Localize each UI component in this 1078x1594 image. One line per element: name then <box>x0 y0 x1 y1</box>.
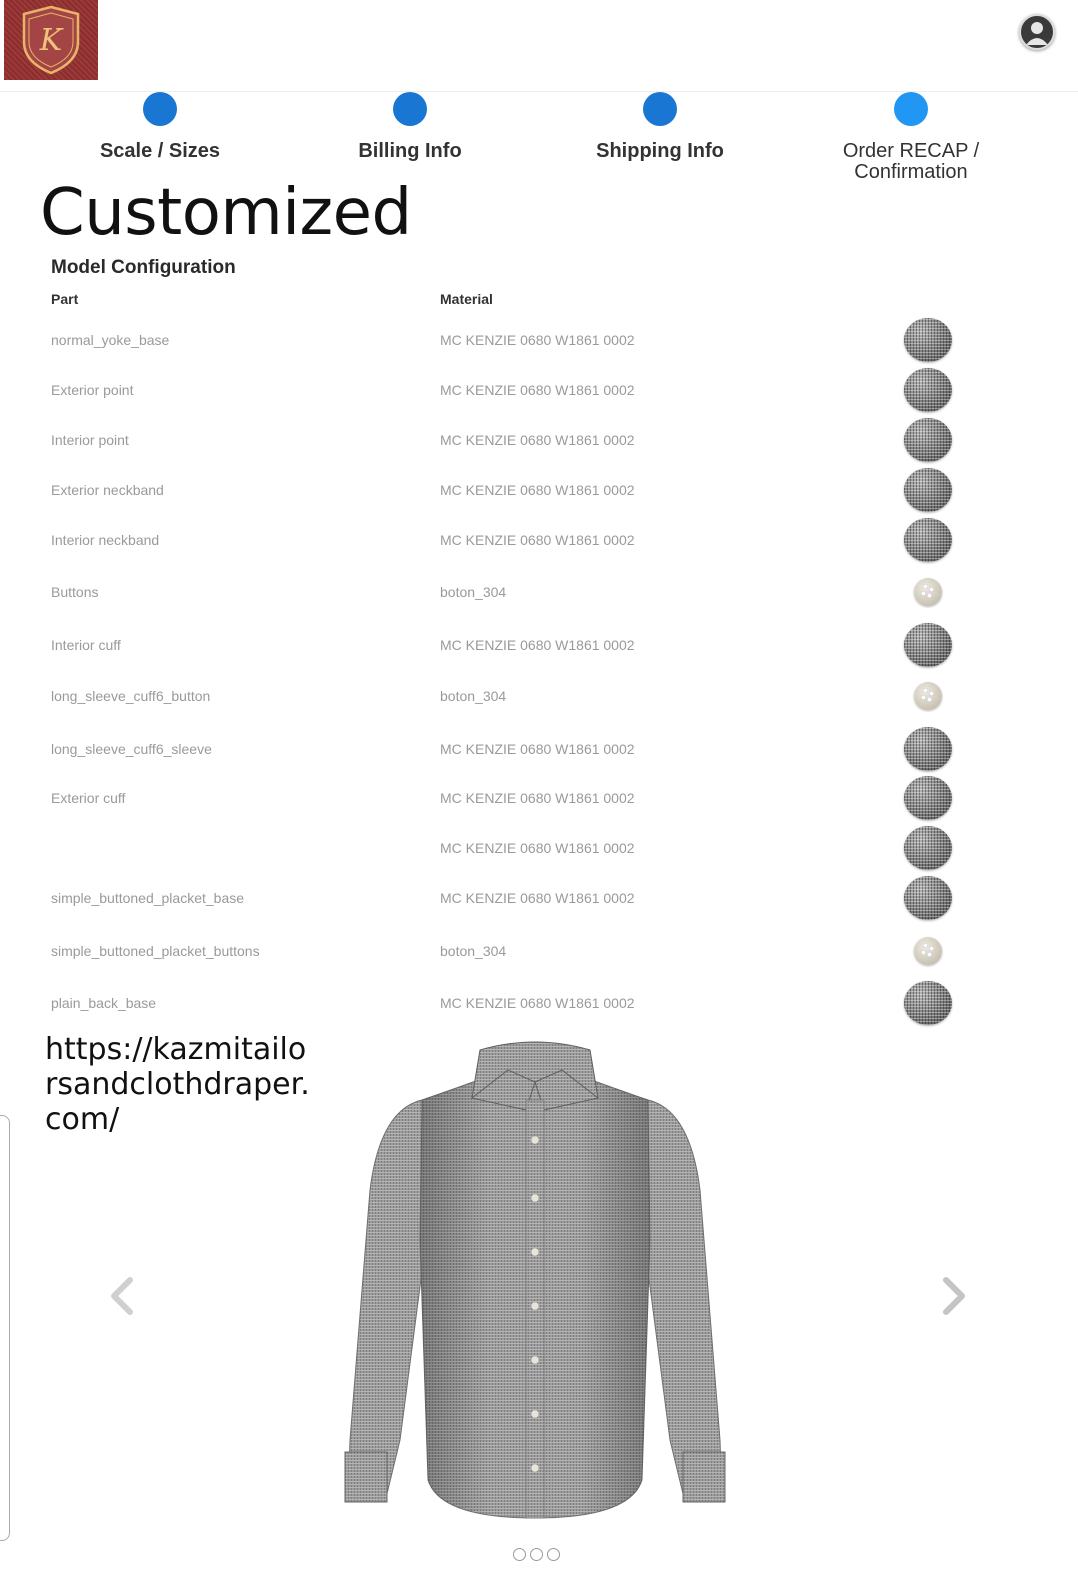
part-name: Exterior neckband <box>51 482 164 498</box>
material-name: MC KENZIE 0680 W1861 0002 <box>440 790 635 806</box>
table-row <box>0 623 1078 667</box>
user-avatar-icon[interactable] <box>1019 14 1055 50</box>
material-name: MC KENZIE 0680 W1861 0002 <box>440 432 635 448</box>
part-name: long_sleeve_cuff6_sleeve <box>51 741 212 757</box>
fabric-swatch-icon[interactable] <box>904 727 952 771</box>
material-name: MC KENZIE 0680 W1861 0002 <box>440 637 635 653</box>
carousel-dot[interactable] <box>547 1548 560 1561</box>
table-row <box>0 418 1078 462</box>
part-name: long_sleeve_cuff6_button <box>51 688 211 704</box>
step-scale-sizes[interactable] <box>50 92 270 162</box>
part-name: simple_buttoned_placket_buttons <box>51 943 260 959</box>
part-name: plain_back_base <box>51 995 157 1011</box>
material-name: MC KENZIE 0680 W1861 0002 <box>440 995 635 1011</box>
part-name: Interior point <box>51 432 129 448</box>
section-title: Model Configuration <box>51 257 236 278</box>
carousel-dot[interactable] <box>530 1548 543 1561</box>
material-name: boton_304 <box>440 584 507 600</box>
top-bar <box>0 0 1078 92</box>
fabric-swatch-icon[interactable] <box>904 468 952 512</box>
button-swatch-icon[interactable] <box>914 578 942 606</box>
material-name: MC KENZIE 0680 W1861 0002 <box>440 382 635 398</box>
table-row <box>0 776 1078 820</box>
part-name: normal_yoke_base <box>51 332 170 348</box>
table-row <box>0 570 1078 614</box>
watermark-url: https://kazmitailorsandclothdraper.com/ <box>45 1032 310 1137</box>
table-row <box>0 368 1078 412</box>
fabric-swatch-icon[interactable] <box>904 826 952 870</box>
carousel-indicators <box>513 1548 560 1561</box>
material-name: MC KENZIE 0680 W1861 0002 <box>440 890 635 906</box>
material-name: MC KENZIE 0680 W1861 0002 <box>440 482 635 498</box>
table-row <box>0 318 1078 362</box>
table-row <box>0 876 1078 920</box>
svg-text:K: K <box>39 23 63 58</box>
part-name: Exterior cuff <box>51 790 126 806</box>
material-name: boton_304 <box>440 943 507 959</box>
table-row <box>0 727 1078 771</box>
material-name: MC KENZIE 0680 W1861 0002 <box>440 332 635 348</box>
table-row <box>0 674 1078 718</box>
table-row <box>0 929 1078 973</box>
step-label: Scale / Sizes <box>99 140 221 162</box>
crest-icon <box>16 4 86 76</box>
material-name: MC KENZIE 0680 W1861 0002 <box>440 840 635 856</box>
step-shipping-info[interactable] <box>550 92 770 162</box>
part-name: simple_buttoned_placket_base <box>51 890 245 906</box>
step-label: Shipping Info <box>596 140 724 162</box>
fabric-swatch-icon[interactable] <box>904 876 952 920</box>
brand-logo[interactable] <box>4 0 98 80</box>
table-row <box>0 826 1078 870</box>
fabric-swatch-icon[interactable] <box>904 981 952 1025</box>
next-slide-icon[interactable] <box>938 1276 968 1316</box>
carousel-dot[interactable] <box>513 1548 526 1561</box>
fabric-swatch-icon[interactable] <box>904 776 952 820</box>
material-name: boton_304 <box>440 688 507 704</box>
button-swatch-icon[interactable] <box>914 682 942 710</box>
side-panel-tab[interactable] <box>0 1115 10 1541</box>
shirt-preview-image <box>330 1040 740 1540</box>
previous-slide-icon[interactable] <box>108 1276 138 1316</box>
fabric-swatch-icon[interactable] <box>904 368 952 412</box>
material-name: MC KENZIE 0680 W1861 0002 <box>440 532 635 548</box>
step-indicator <box>143 92 177 126</box>
fabric-swatch-icon[interactable] <box>904 318 952 362</box>
fabric-swatch-icon[interactable] <box>904 418 952 462</box>
material-name: MC KENZIE 0680 W1861 0002 <box>440 741 635 757</box>
step-order-recap[interactable] <box>821 92 1001 183</box>
step-label: Billing Info <box>358 140 462 162</box>
table-row <box>0 981 1078 1025</box>
button-swatch-icon[interactable] <box>914 937 942 965</box>
table-row <box>0 518 1078 562</box>
shirt-icon <box>330 1040 740 1540</box>
part-name: Buttons <box>51 584 99 600</box>
column-header-part: Part <box>51 291 79 307</box>
step-indicator <box>393 92 427 126</box>
part-name: Exterior point <box>51 382 134 398</box>
column-header-material: Material <box>440 291 493 307</box>
fabric-swatch-icon[interactable] <box>904 518 952 562</box>
page-title: Customized <box>40 176 412 250</box>
fabric-swatch-icon[interactable] <box>904 623 952 667</box>
step-indicator <box>894 92 928 126</box>
step-label: Order RECAP / Confirmation <box>842 140 980 183</box>
step-indicator <box>643 92 677 126</box>
table-row <box>0 468 1078 512</box>
part-name: Interior cuff <box>51 637 121 653</box>
part-name: Interior neckband <box>51 532 160 548</box>
step-billing-info[interactable] <box>300 92 520 162</box>
